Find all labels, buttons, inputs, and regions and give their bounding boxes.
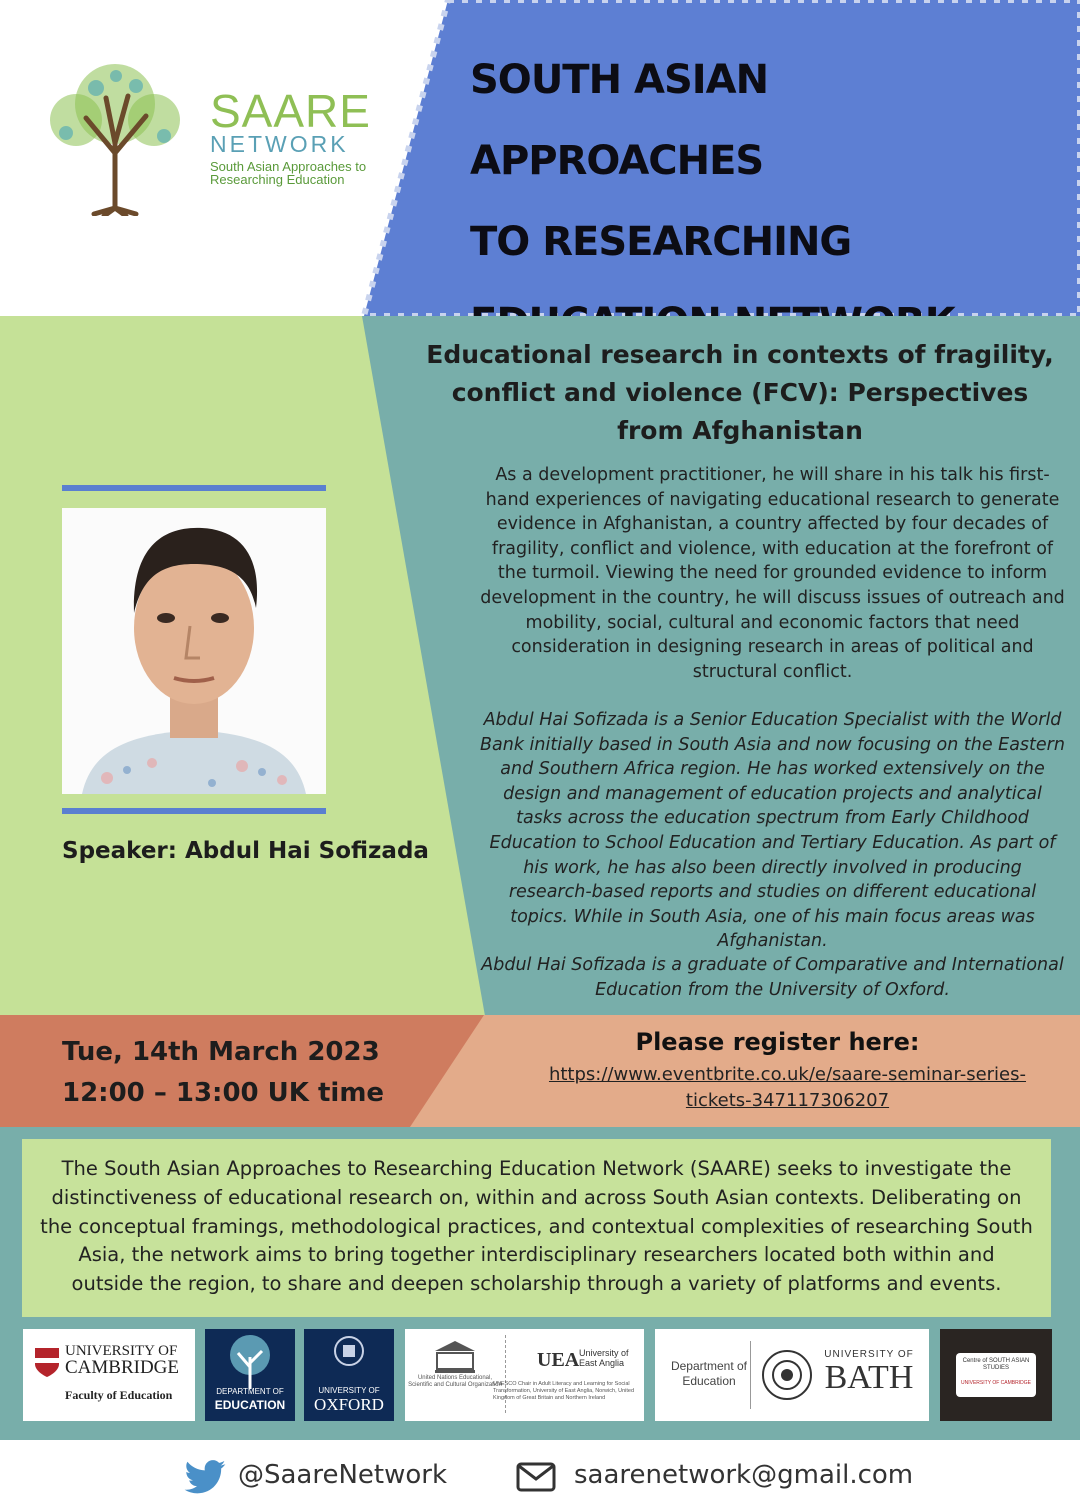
email-icon[interactable] [516,1462,556,1492]
twitter-icon[interactable] [184,1460,226,1494]
bath-dept: Department of Education [670,1359,748,1388]
csas-logo [940,1329,1052,1421]
register-link[interactable]: https://www.eventbrite.co.uk/e/saare-seminar-series-tickets-347117306207 [548,1064,1027,1111]
divider [62,485,326,491]
bath-logo [655,1329,929,1421]
oxford-line2: OXFORD [314,1395,384,1414]
twitter-handle[interactable]: @SaareNetwork [238,1460,448,1490]
logo-wordmark: SAARE [210,85,371,137]
oxford-crest-icon [334,1335,364,1371]
cambridge-line2: CAMBRIDGE [65,1357,180,1378]
bath-line2: BATH [824,1359,914,1396]
cambridge-logo [23,1329,195,1421]
bath-line1: UNIVERSITY OF [824,1349,914,1360]
unesco-temple-icon [433,1339,477,1375]
tree-icon [220,1333,280,1389]
oxford-logo [304,1329,394,1421]
csas-badge [956,1353,1036,1397]
event-datetime [62,1032,384,1114]
title-line: TO RESEARCHING [470,219,852,265]
bath-sun-icon [761,1349,813,1401]
talk-title: Educational research in contexts of fragility, conflict and violence (FCV): Perspectives from Afghanistan [426,340,1054,445]
logo-network-text: NETWORK [210,131,349,157]
title-line: SOUTH ASIAN APPROACHES [470,57,769,184]
about-text: The South Asian Approaches to Researching Education Network (SAARE) seeks to investigate the distinctiveness of educational research on, within and across South Asian contexts. Deliberating on the conceptual framings, methodological practices, and contextual complexities of researching South Asia, the network aims to bring together interdisciplinary researchers located both within and outside the region, to share and deepen scholarship through a variety of platforms and events. [22,1139,1051,1317]
event-time: 12:00 – 13:00 UK time [62,1078,385,1108]
dept-education-logo [205,1329,295,1421]
speaker-name: Speaker: Abdul Hai Sofizada [62,838,429,864]
speaker-photo [62,508,326,794]
cambridge-line1: UNIVERSITY OF [65,1343,178,1359]
dept-edu-line2: EDUCATION [214,1398,286,1412]
unesco-uea-logo [405,1329,644,1421]
register-heading: Please register here: [635,1028,920,1056]
oxford-line1: UNIVERSITY OF [318,1386,380,1395]
unesco-name [491,1376,495,1377]
uea-mark: UEA [537,1349,580,1371]
unesco-org: United Nations Educational, Scientific and Cultural Organization [408,1375,502,1388]
logo-subtitle: South Asian Approaches to Researching Education [210,159,367,187]
divider [62,808,326,814]
speaker-education: Abdul Hai Sofizada is a graduate of Comparative and International Education from the University of Oxford. [481,955,1064,1000]
unesco-chair: UNESCO Chair in Adult Literacy and Learning for Social Transformation, University of East Anglia, Norwich, United Kingdom of Great Britain and Northern Ireland [493,1381,635,1401]
csas-line1: Centre of SOUTH ASIAN STUDIES [962,1358,1030,1371]
cambridge-crest-icon [33,1346,61,1378]
dept-edu-line1: DEPARTMENT OF [216,1387,284,1396]
speaker-bio: Abdul Hai Sofizada is a Senior Education Specialist with the World Bank initially based in South Asia and now focusing on the Eastern and Southern Africa region. He has worked extensively on the design and management of education projects and analytical tasks across the education spectrum from Early Childhood Education to School Education and Tertiary Education. As part of his work, he has also been directly involved in producing research-based reports and studies on different educational topics. While in South Asia, one of his main focus areas was Afghanistan. [480,710,1065,952]
tree-icon [36,58,194,216]
separator [750,1341,751,1409]
talk-abstract: As a development practitioner, he will share in his talk his first-hand experiences of navigating educational research to generate evidence in Afghanistan, a country affected by four decades of fragility, conflict and violence, with education at the forefront of the turmoil. Viewing the need for grounded evidence to inform development in the country, he will discuss issues of outreach and mobility, social, cultural and economic factors that need consideration in designing research in areas of political and structural conflict. [480,465,1065,682]
cambridge-line3: Faculty of Education [65,1388,173,1402]
email-address[interactable]: saarenetwork@gmail.com [574,1460,914,1490]
event-date: Tue, 14th March 2023 [62,1037,380,1067]
csas-line2: UNIVERSITY OF CAMBRIDGE [961,1380,1031,1386]
uea-name: University of East Anglia [579,1348,629,1368]
